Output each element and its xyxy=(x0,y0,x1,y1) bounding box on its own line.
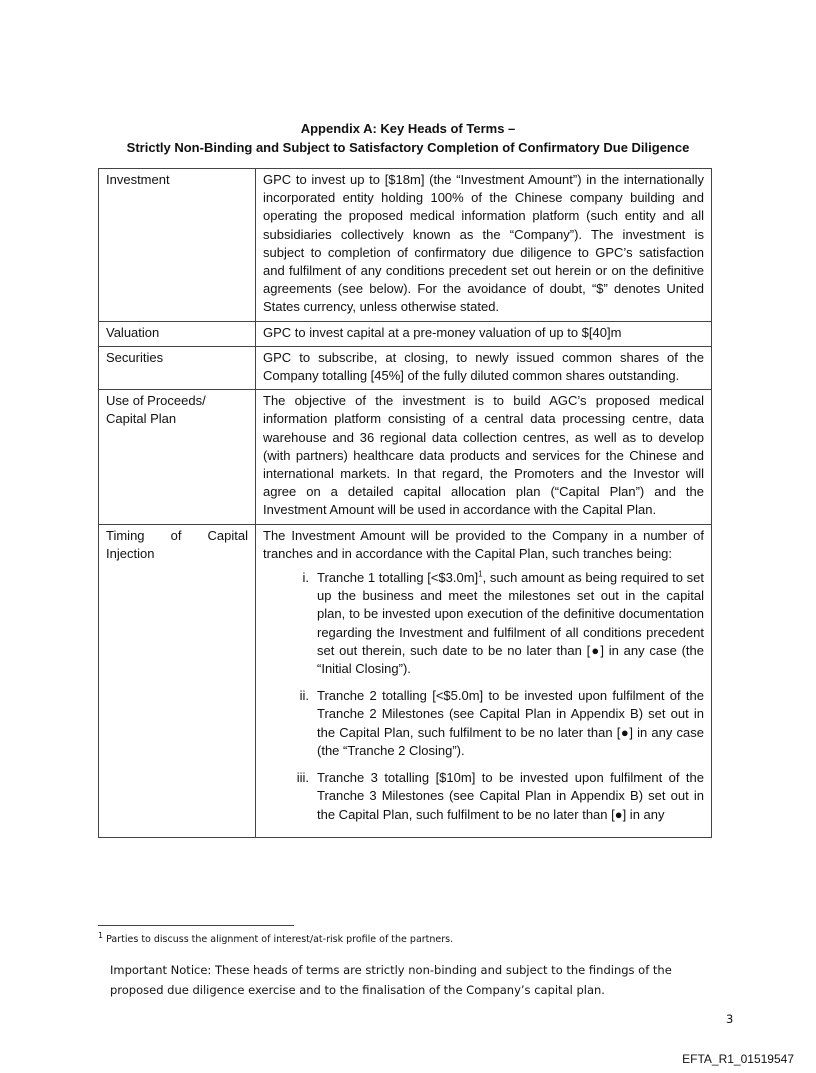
tranche-list xyxy=(263,569,704,824)
table-row xyxy=(99,321,712,346)
table-row xyxy=(99,346,712,389)
footnote-marker: 1 xyxy=(478,569,483,579)
list-item-number: ii. xyxy=(299,688,309,704)
row-label-timing: Timing of Capital Injection xyxy=(99,524,256,837)
list-item xyxy=(263,687,704,760)
tranche-2-text: Tranche 2 totalling [<$5.0m] to be invested upon fulfilment of the Tranche 2 Milestones (see Capital Plan in Appendix B) set out in the Capital Plan, such fulfilment to be no later than [●] in any case (the “Tranche 2 Closing”). xyxy=(317,688,704,758)
appendix-title: Appendix A: Key Heads of Terms – xyxy=(300,121,516,136)
list-item-number: iii. xyxy=(296,770,309,786)
list-item xyxy=(263,569,704,678)
row-text-investment: GPC to invest up to [$18m] (the “Investment Amount”) in the internationally incorporated entity holding 100% of the Chinese company building and operating the proposed medical information platform (such entity and all subsidiaries collectively known as the “Company”). The investment is subject to completion of confirmatory due diligence to GPC’s satisfaction and fulfilment of any conditions precedent set out herein or on the definitive agreements (see below). For the avoidance of doubt, “$” denotes United States currency, unless otherwise stated. xyxy=(256,169,712,322)
document-id: EFTA_R1_01519547 xyxy=(682,1052,794,1066)
row-text-use-of-proceeds: The objective of the investment is to build AGC’s proposed medical information platform consisting of a central data processing centre, data warehouse and 36 regional data collection centres, as well as to develop (with partners) healthcare data products and services for the Chinese and international markets. In that regard, the Promoters and the Investor will agree on a detailed capital allocation plan (“Capital Plan”) and the Investment Amount will be used in accordance with the Capital Plan. xyxy=(256,390,712,524)
row-label-use-of-proceeds: Use of Proceeds/ Capital Plan xyxy=(99,390,256,524)
table-row xyxy=(99,524,712,837)
tranche-3-text: Tranche 3 totalling [$10m] to be invested upon fulfilment of the Tranche 3 Milestones (see Capital Plan in Appendix B) set out in the Capital Plan, such fulfilment to be no later than [●] in any xyxy=(317,770,704,822)
row-label-valuation: Valuation xyxy=(99,321,256,346)
row-label-securities: Securities xyxy=(99,346,256,389)
important-notice: Important Notice: These heads of terms are strictly non-binding and subject to the findings of the proposed due diligence exercise and to the finalisation of the Company’s capital plan. xyxy=(110,963,672,997)
tranche-1-text: Tranche 1 totalling [<$3.0m]$^1$, such amount as being required to set up the business and meet the milestones set out in the capital plan, to be invested upon execution of the definitive documentation regarding the Investment and fulfilment of all conditions precedent set out therein, such date to be no later than [●] in any case (the “Initial Closing”). xyxy=(317,569,704,677)
footnote-number: 1 xyxy=(98,930,104,940)
terms-table xyxy=(98,168,712,838)
table-row xyxy=(99,169,712,322)
page-number: 3 xyxy=(726,1012,734,1026)
row-text-valuation: GPC to invest capital at a pre-money valuation of up to $[40]m xyxy=(256,321,712,346)
appendix-subtitle: Strictly Non-Binding and Subject to Satisfactory Completion of Confirmatory Due Diligence xyxy=(126,140,690,155)
row-text-securities: GPC to subscribe, at closing, to newly issued common shares of the Company totalling [45%] of the fully diluted common shares outstanding. xyxy=(256,346,712,389)
list-item-number: i. xyxy=(302,570,309,586)
row-label-investment: Investment xyxy=(99,169,256,322)
footnote-text: Parties to discuss the alignment of interest/at-risk profile of the partners. xyxy=(103,934,454,945)
list-item xyxy=(263,769,704,824)
footnote-divider xyxy=(98,925,294,926)
timing-intro: The Investment Amount will be provided to the Company in a number of tranches and in accordance with the Capital Plan, such tranches being: xyxy=(263,527,704,561)
table-row xyxy=(99,390,712,524)
row-text-timing xyxy=(256,524,712,837)
footnote xyxy=(98,930,454,946)
